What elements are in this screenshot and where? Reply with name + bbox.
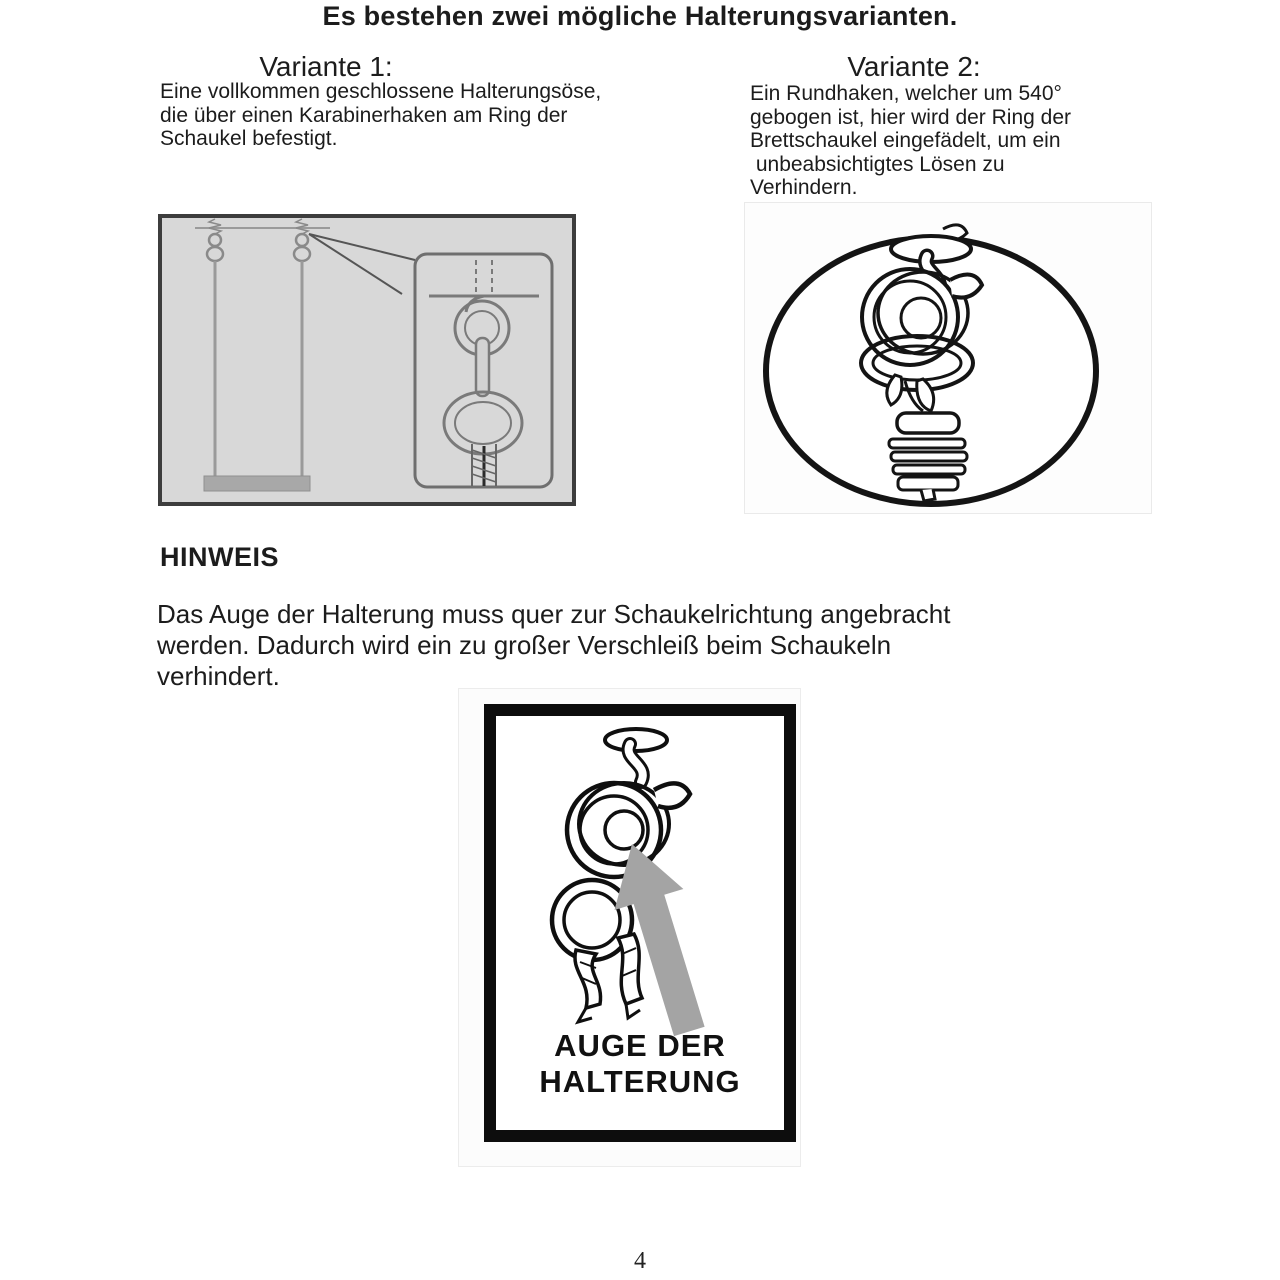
text-line: unbeabsichtigtes Lösen zu	[750, 152, 1005, 176]
auge-der-halterung-figure	[458, 688, 801, 1167]
variant2-heading: Variante 2:	[847, 51, 981, 82]
variant1-heading: Variante 1:	[259, 51, 393, 82]
text-line: Ein Rundhaken, welcher um 540°	[750, 82, 1062, 105]
round-hook-drawing	[745, 203, 1151, 513]
text-line: Schaukel befestigt.	[160, 127, 338, 150]
text-line: gebogen ist, hier wird der Ring der	[750, 105, 1072, 129]
variant2-paragraph	[750, 82, 1190, 200]
hinweis-heading: HINWEIS	[160, 542, 280, 572]
text-line: Verhindern.	[750, 176, 858, 199]
page-title: Es bestehen zwei mögliche Halterungsvarianten.	[322, 1, 958, 31]
text-line: Eine vollkommen geschlossene Halterungsöse,	[160, 80, 602, 103]
swing-detail-drawing	[162, 218, 572, 502]
page-number: 4	[634, 1248, 646, 1274]
caption-line: HALTERUNG	[539, 1064, 741, 1099]
text-line: Brettschaukel eingefädelt, um ein	[750, 129, 1061, 152]
hinweis-paragraph	[157, 599, 1117, 692]
text-line: werden. Dadurch wird ein zu großer Verschleiß beim Schaukeln	[157, 630, 892, 660]
figure-caption	[496, 1028, 784, 1100]
callout-lines	[309, 234, 415, 294]
variant1-illustration	[158, 214, 576, 506]
eyebolt-icon	[207, 219, 223, 261]
text-line: die über einen Karabinerhaken am Ring der	[160, 103, 568, 127]
variant1-paragraph	[160, 80, 680, 151]
text-line: Das Auge der Halterung muss quer zur Schaukelrichtung angebracht	[157, 599, 951, 629]
swing-seat	[204, 476, 310, 491]
text-line: verhindert.	[157, 661, 280, 691]
eyebolt-icon	[294, 219, 310, 261]
variant2-illustration	[744, 202, 1152, 514]
caption-line: AUGE DER	[554, 1028, 726, 1063]
figure-frame	[484, 704, 796, 1142]
